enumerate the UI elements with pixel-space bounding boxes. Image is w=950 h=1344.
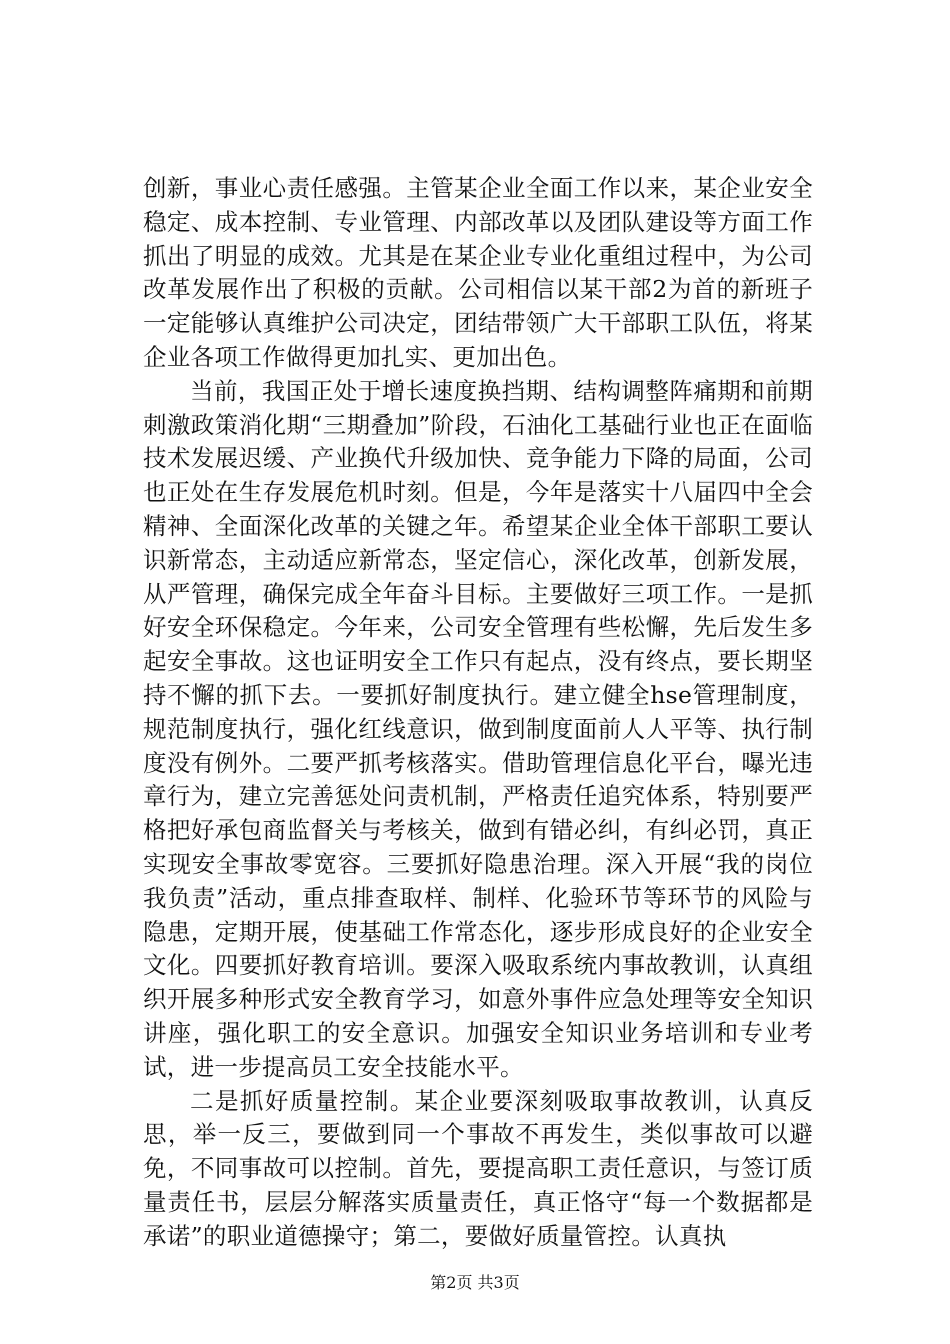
- document-body: [143, 172, 813, 1254]
- paragraph-3: 二是抓好质量控制。某企业要深刻吸取事故教训，认真反思，举一反三，要做到同一个事故不再发生，类似事故可以避免，不同事故可以控制。首先，要提高职工责任意识，与签订质量责任书，层层分解落实质量责任，真正恪守“每一个数据都是承诺”的职业道德操守；第二，要做好质量管控。认真执: [143, 1086, 813, 1250]
- page-number-footer: 第2页 共3页: [430, 1273, 520, 1292]
- paragraph-2: 当前，我国正处于增长速度换挡期、结构调整阵痛期和前期刺激政策消化期“三期叠加”阶段，石油化工基础行业也正在面临技术发展迟缓、产业换代升级加快、竞争能力下降的局面，公司也正处在生存发展危机时刻。但是，今年是落实十八届四中全会精神、全面深化改革的关键之年。希望某企业全体干部职工要认识新常态，主动适应新常态，坚定信心，深化改革，创新发展，从严管理，确保完成全年奋斗目标。主要做好三项工作。一是抓好安全环保稳定。今年来，公司安全管理有些松懈，先后发生多起安全事故。这也证明安全工作只有起点，没有终点，要长期坚持不懈的抓下去。一要抓好制度执行。建立健全hse管理制度，规范制度执行，强化红线意识，做到制度面前人人平等、执行制度没有例外。二要严抓考核落实。借助管理信息化平台，曝光违章行为，建立完善惩处问责机制，严格责任追究体系，特别要严格把好承包商监督关与考核关，做到有错必纠，有纠必罚，真正实现安全事故零宽容。三要抓好隐患治理。深入开展“我的岗位我负责”活动，重点排查取样、制样、化验环节等环节的风险与隐患，定期开展，使基础工作常态化，逐步形成良好的企业安全文化。四要抓好教育培训。要深入吸取系统内事故教训，认真组织开展多种形式安全教育学习，如意外事件应急处理等安全知识讲座，强化职工的安全意识。加强安全知识业务培训和专业考试，进一步提高员工安全技能水平。: [143, 376, 813, 1081]
- paragraph-1: 创新，事业心责任感强。主管某企业全面工作以来，某企业安全稳定、成本控制、专业管理、内部改革以及团队建设等方面工作抓出了明显的成效。尤其是在某企业专业化重组过程中，为公司改革发展作出了积极的贡献。公司相信以某干部2为首的新班子一定能够认真维护公司决定，团结带领广大干部职工队伍，将某企业各项工作做得更加扎实、更加出色。: [143, 174, 813, 371]
